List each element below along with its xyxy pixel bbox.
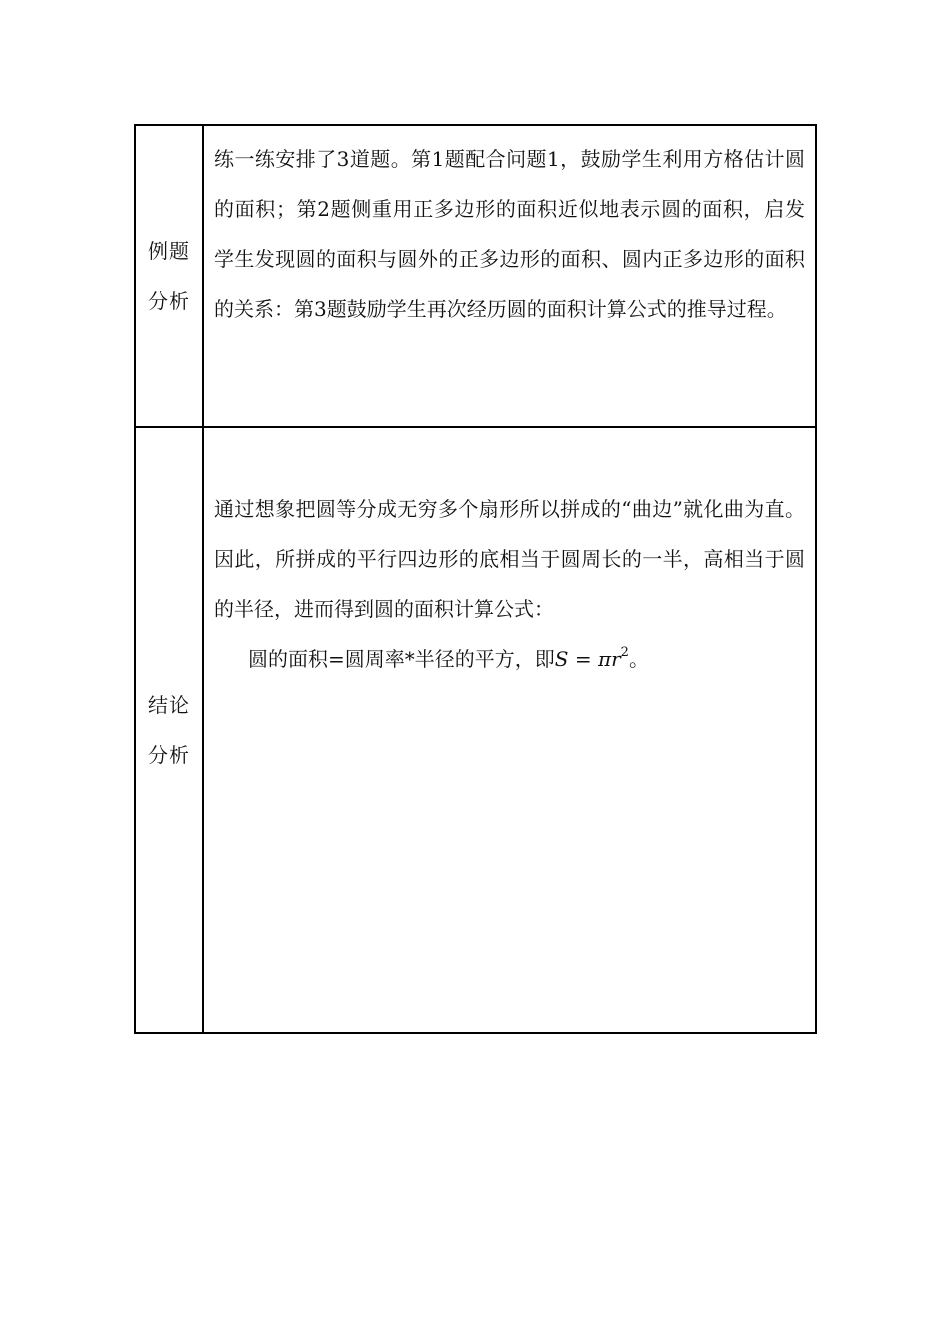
- row-content-conclusion-analysis: [203, 427, 816, 1033]
- row-label-line1: 例题: [148, 239, 190, 263]
- row-label-example-analysis: [135, 125, 203, 427]
- row-label-conclusion-analysis: [135, 427, 203, 1033]
- table-row-conclusion-analysis: [135, 427, 816, 1033]
- conclusion-analysis-text: 通过想象把圆等分成无穷多个扇形所以拼成的“曲边”就化曲为直。因此，所拼成的平行四边形的底相当于圆周长的一半，高相当于圆的半径，进而得到圆的面积计算公式：: [214, 497, 805, 621]
- row-content-example-analysis: [203, 125, 816, 427]
- table-row-example-analysis: [135, 125, 816, 427]
- formula-suffix: 。: [628, 647, 649, 671]
- row-label-line1: 结论: [148, 693, 190, 717]
- analysis-table: [134, 124, 817, 1034]
- example-analysis-text: 练一练安排了3道题。第1题配合问题1，鼓励学生利用方格估计圆的面积；第2题侧重用正多边形的面积近似地表示圆的面积，启发学生发现圆的面积与圆外的正多边形的面积、圆内正多边形的面积的关系：第3题鼓励学生再次经历圆的面积计算公式的推导过程。: [214, 147, 805, 321]
- row-label-line2: 分析: [148, 743, 190, 767]
- row-label-line2: 分析: [148, 289, 190, 313]
- area-formula: [555, 647, 629, 671]
- formula-prefix: 圆的面积=圆周率*半径的平方，即: [248, 647, 555, 671]
- formula-expression: S = πr: [554, 647, 621, 671]
- area-formula-line: [214, 634, 805, 684]
- formula-exponent: 2: [620, 645, 629, 660]
